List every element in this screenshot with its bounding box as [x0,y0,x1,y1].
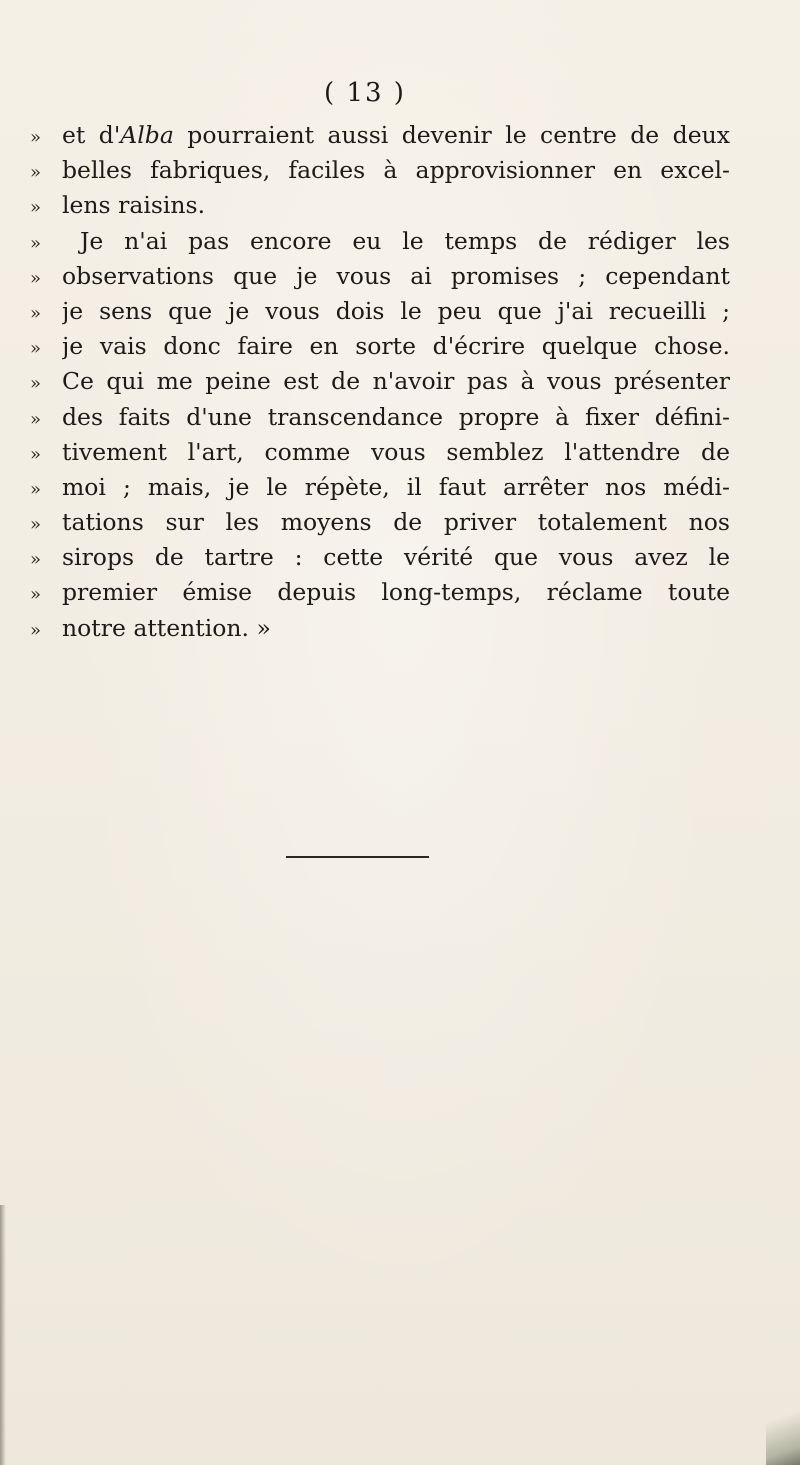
text-line [30,470,730,505]
line-text: des faits d'une transcendance propre à fixer défini- [62,402,730,431]
text-line [30,259,730,294]
body-text [30,118,730,646]
quote-mark: » [30,584,42,606]
line-text: observations que je vous ai promises ; cependant [62,261,730,290]
line-text-part: pourraient aussi devenir le centre de deux [173,121,730,149]
italic-place-name: Alba [120,121,174,149]
text-line [30,118,730,153]
line-text: je sens que je vous dois le peu que j'ai recueilli ; [62,296,730,325]
quote-mark: » [30,373,42,395]
line-text: sirops de tartre : cette vérité que vous avez le [62,543,730,572]
line-text: Ce qui me peine est de n'avoir pas à vous présenter [62,367,730,396]
quote-mark: » [30,549,42,571]
quote-mark: » [30,338,42,360]
line-text: tations sur les moyens de priver totalement nos [62,508,730,537]
binding-shadow [0,1205,6,1465]
text-line [30,329,730,364]
quote-mark: » [30,408,42,430]
line-text: lens raisins. [62,191,206,220]
text-line [30,153,730,188]
line-text: moi ; mais, je le répète, il faut arrêter nos médi- [62,472,730,501]
line-text: premier émise depuis long-temps, réclame toute [62,578,730,607]
text-line [30,294,730,329]
text-line [30,505,730,540]
quote-mark: » [30,232,42,254]
line-text: Je n'ai pas encore eu le temps de rédiger les [80,226,730,255]
text-line [30,435,730,470]
text-line [30,575,730,610]
quote-mark: » [30,514,42,536]
quote-mark: » [30,197,42,219]
text-line [30,364,730,399]
quote-mark: » [30,162,42,184]
line-text [62,118,730,153]
text-line [30,611,730,646]
text-line [30,540,730,575]
line-text-part: et d' [62,121,121,149]
quote-mark: » [30,619,42,641]
corner-stain [766,1385,800,1465]
page-number: ( 13 ) [324,78,406,108]
text-line [30,224,730,259]
text-line [30,400,730,435]
line-text: tivement l'art, comme vous semblez l'attendre de [62,437,730,466]
quote-mark: » [30,478,42,500]
line-text: je vais donc faire en sorte d'écrire quelque chose. [62,332,730,361]
quote-mark: » [30,127,42,148]
quote-mark: » [30,267,42,289]
text-line [30,188,730,223]
end-rule [286,856,429,858]
quote-mark: » [30,443,42,465]
quote-mark: » [30,302,42,324]
line-text: notre attention. » [62,613,271,642]
line-text: belles fabriques, faciles à approvisionner en excel- [62,156,730,185]
